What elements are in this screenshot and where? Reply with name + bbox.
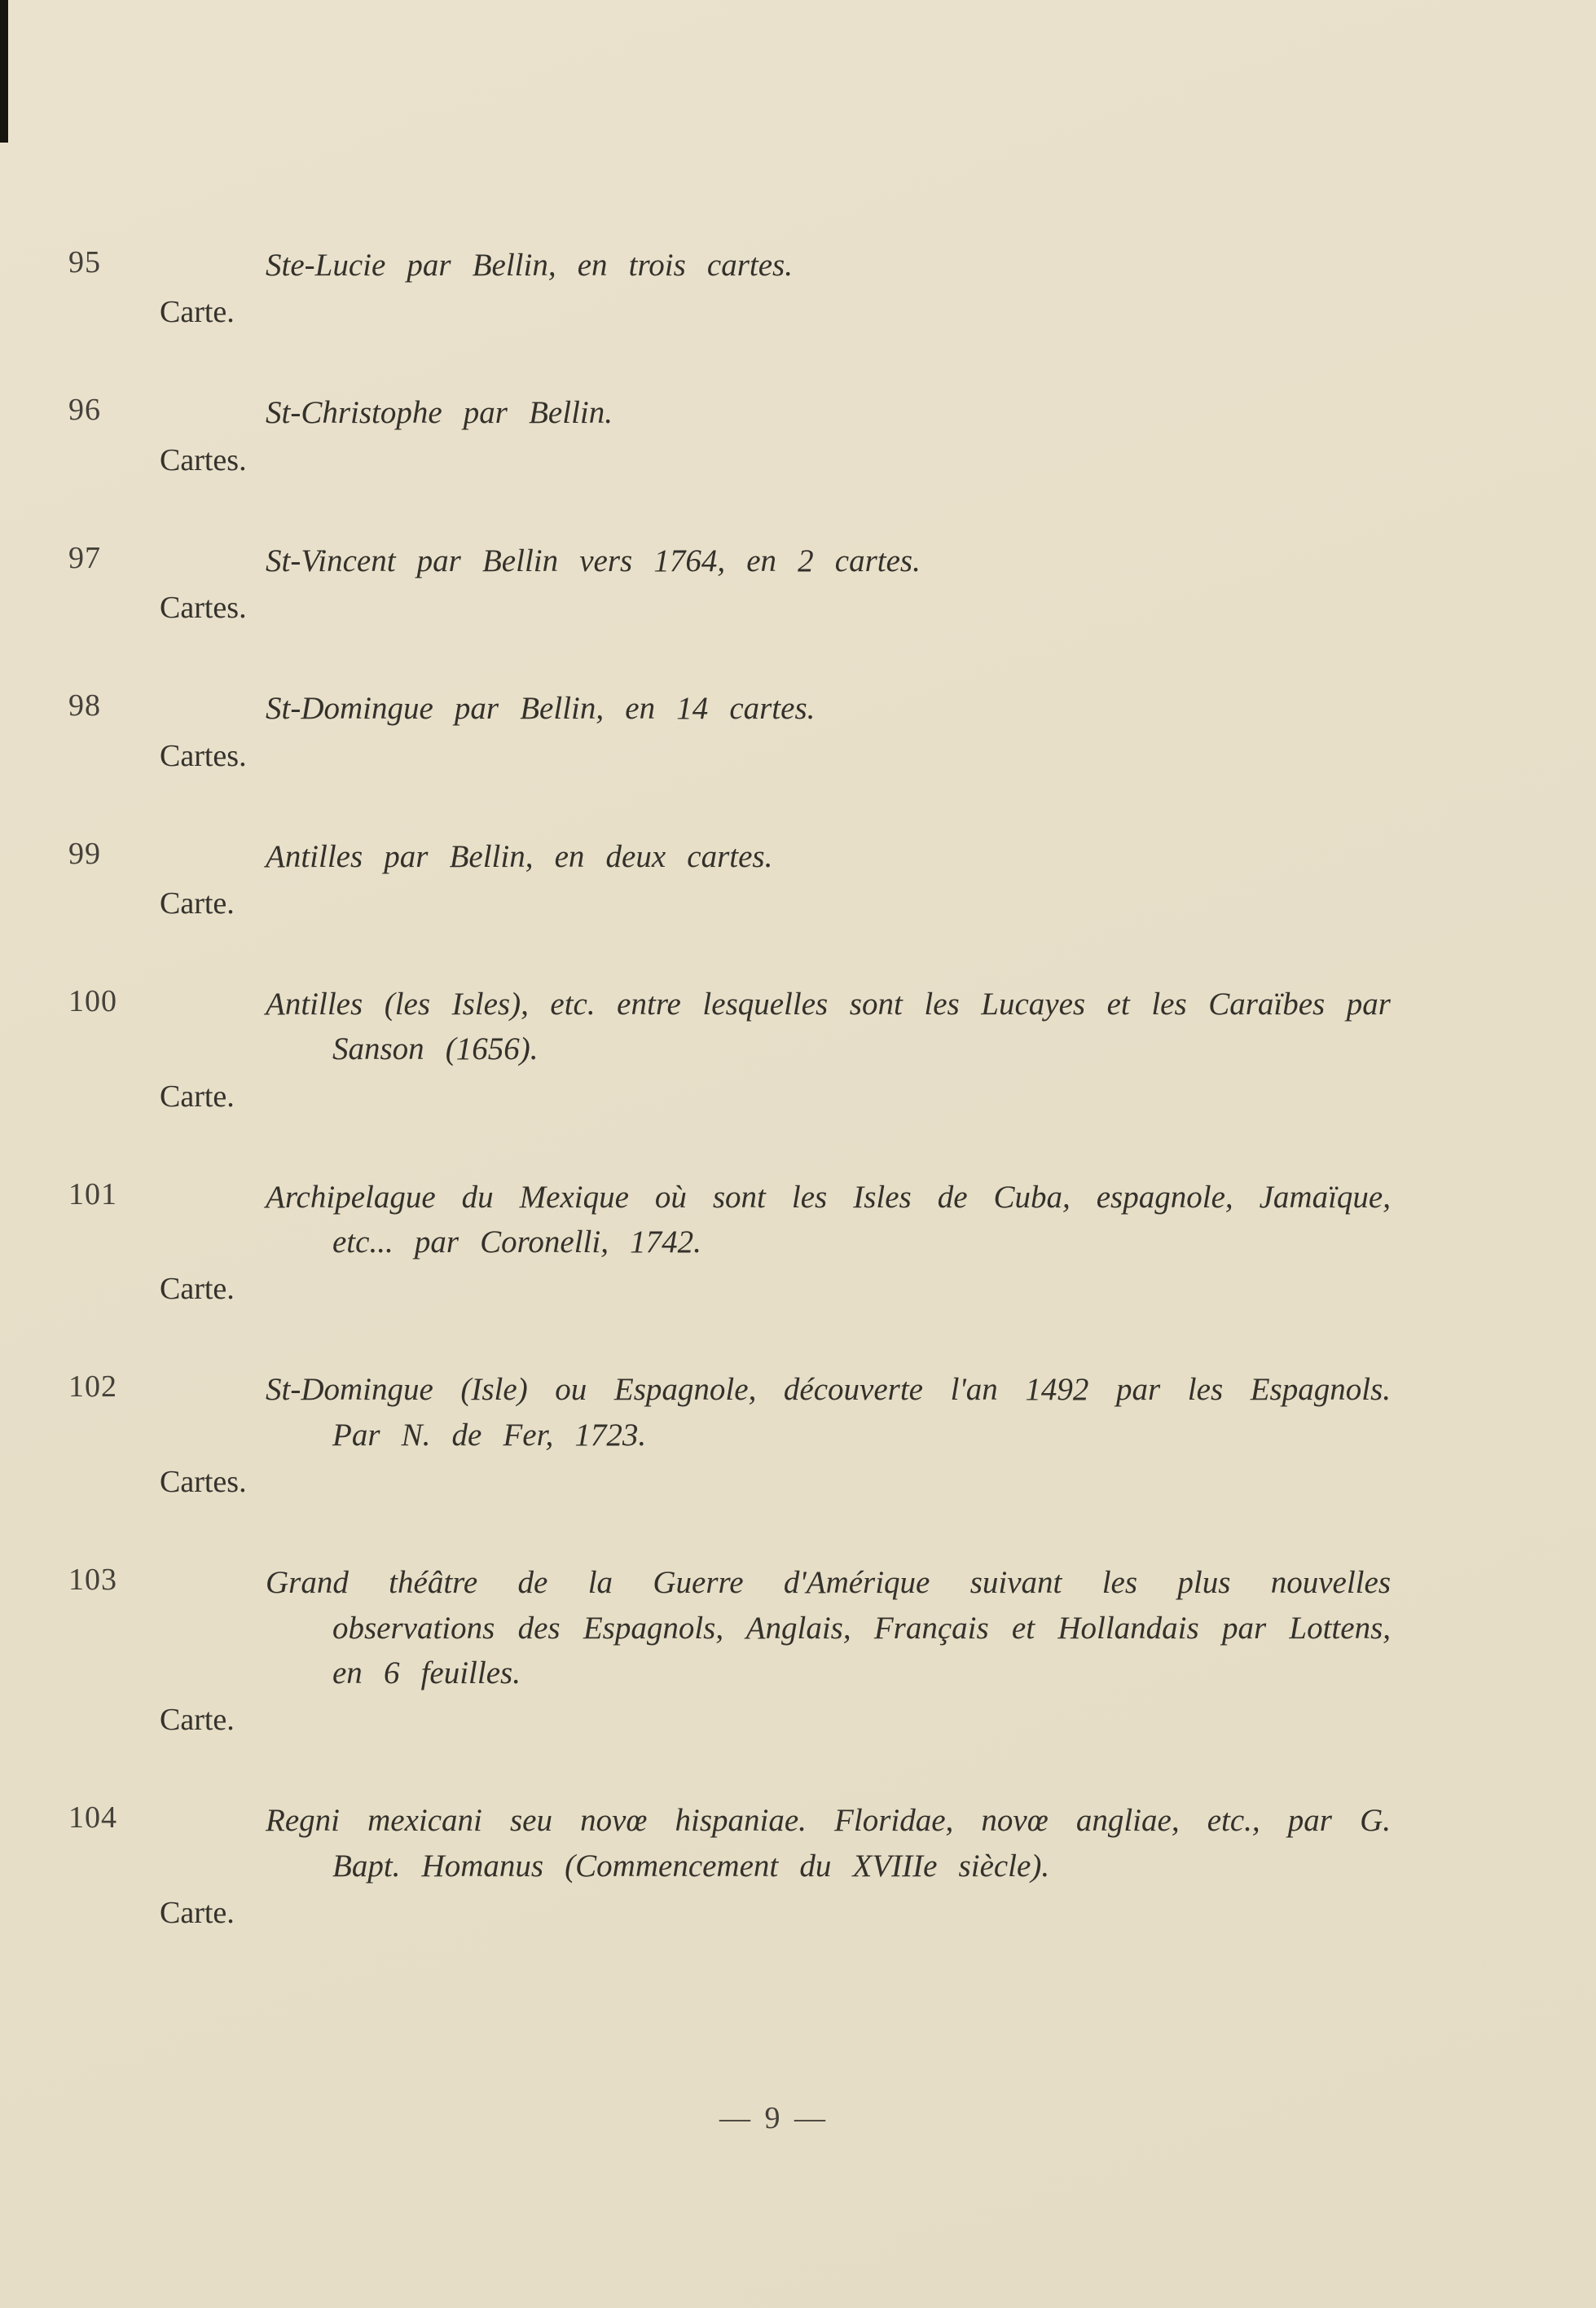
catalog-entry: [0, 1367, 1596, 1500]
entry-number: 104: [68, 1800, 117, 1835]
entry-type-label: Carte.: [160, 886, 235, 921]
entry-title: Ste-Lucie par Bellin, en trois cartes.: [266, 248, 793, 283]
scan-edge-artifact: [0, 0, 8, 143]
entry-title: Archipelague du Mexique où sont les Isles de Cuba, espagnole, Jamaïque, etc... par Coronelli, 1742.: [266, 1179, 1391, 1260]
entry-title: St-Vincent par Bellin vers 1764, en 2 cartes.: [266, 543, 921, 578]
catalog-entry: [0, 1560, 1596, 1738]
entry-type-label: Carte.: [160, 295, 235, 330]
entry-title: St-Domingue (Isle) ou Espagnole, découverte l'an 1492 par les Espagnols. Par N. de Fer, 1723.: [266, 1372, 1391, 1453]
catalog-entry: [0, 539, 1596, 626]
entry-type-label: Cartes.: [160, 1465, 247, 1500]
entry-title: Antilles par Bellin, en deux cartes.: [266, 838, 773, 874]
entry-number: 96: [68, 393, 101, 428]
catalog-entry: [0, 243, 1596, 330]
entry-number: 100: [68, 983, 117, 1018]
catalog-entry: [0, 1798, 1596, 1931]
entry-number: 99: [68, 836, 101, 871]
entry-type-label: Carte.: [160, 1703, 235, 1738]
entry-title: Antilles (les Isles), etc. entre lesquelles sont les Lucayes et les Caraïbes par Sanson (1656).: [266, 986, 1391, 1067]
entry-type-label: Carte.: [160, 1079, 235, 1114]
entry-title: Grand théâtre de la Guerre d'Amérique suivant les plus nouvelles observations des Espagnols, Anglais, Français et Hollandais par Lottens, en 6 feuilles.: [266, 1565, 1391, 1690]
catalog-entry: [0, 982, 1596, 1114]
entry-type-label: Carte.: [160, 1272, 235, 1307]
entry-number: 95: [68, 245, 101, 279]
entry-type-label: Carte.: [160, 1896, 235, 1930]
catalog-entry: [0, 390, 1596, 477]
page-number: — 9 —: [719, 2101, 829, 2135]
entry-number: 102: [68, 1369, 117, 1405]
entry-title: Regni mexicani seu novœ hispaniae. Floridae, novœ angliae, etc., par G. Bapt. Homanus (Commencement du XVIIIe siècle).: [266, 1803, 1391, 1884]
entry-number: 101: [68, 1176, 117, 1211]
entry-number: 98: [68, 688, 101, 723]
entry-type-label: Cartes.: [160, 442, 247, 477]
catalog-entry: [0, 1175, 1596, 1308]
entry-number: 103: [68, 1563, 117, 1598]
entry-title: St-Domingue par Bellin, en 14 cartes.: [266, 691, 816, 727]
catalog-entry: [0, 834, 1596, 921]
entry-type-label: Cartes.: [160, 738, 247, 773]
entry-title: St-Christophe par Bellin.: [266, 395, 613, 431]
entry-type-label: Cartes.: [160, 591, 247, 626]
entry-number: 97: [68, 540, 101, 575]
catalog-entry: [0, 686, 1596, 773]
